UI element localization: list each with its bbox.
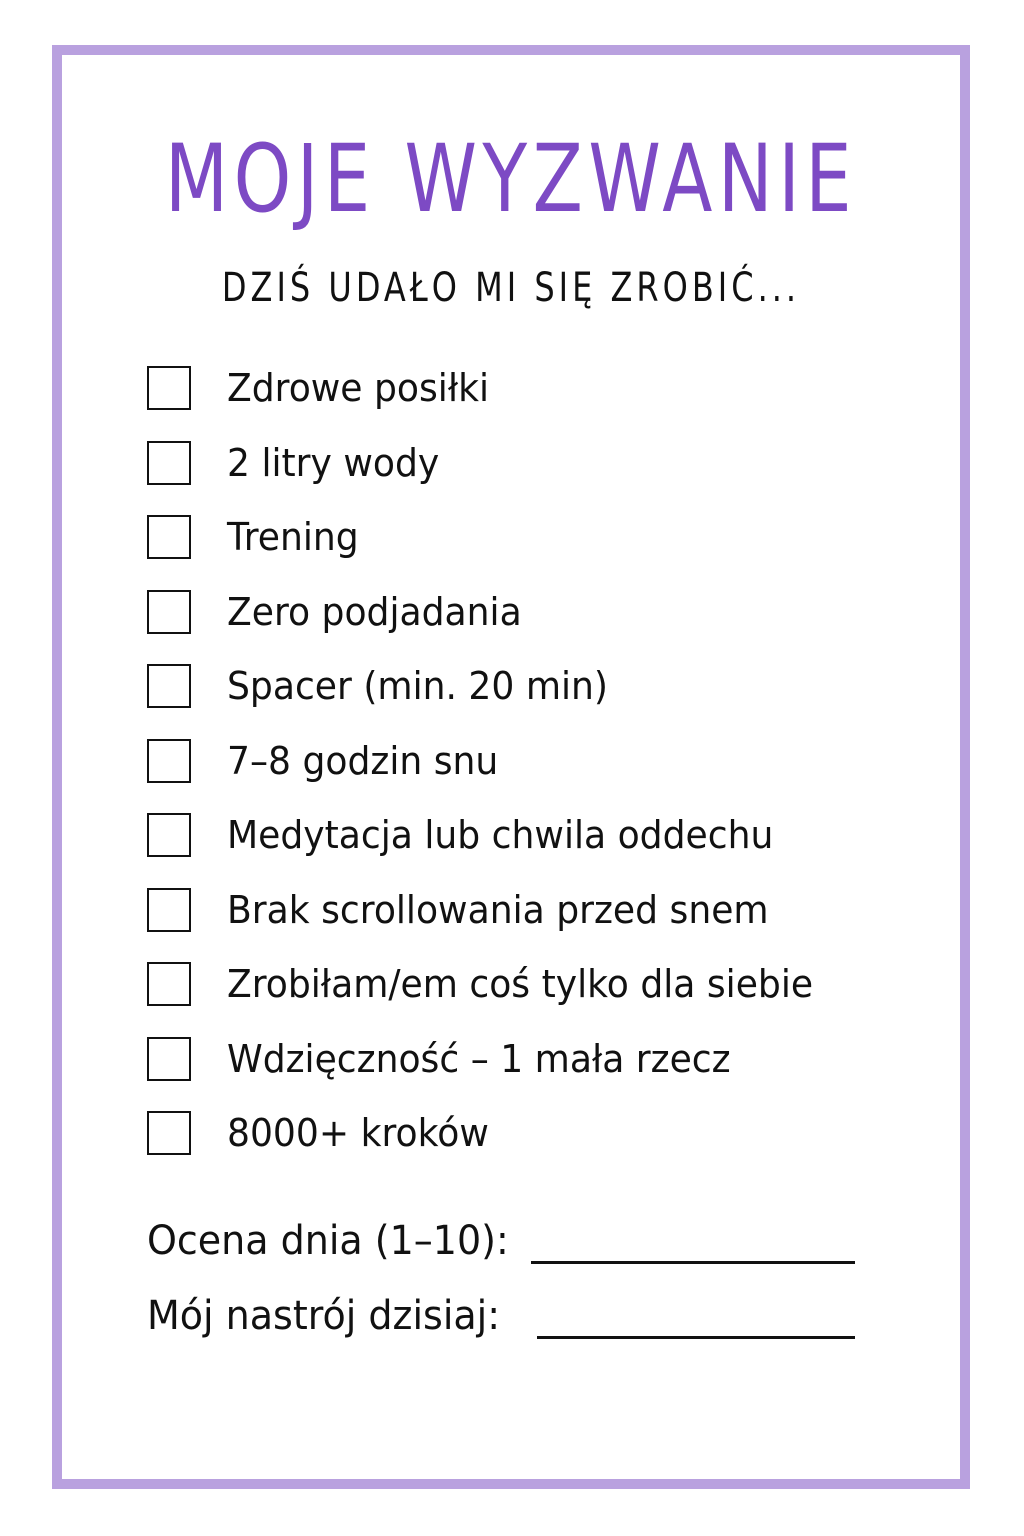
checklist-item-label: 2 litry wody [227,440,440,485]
checkbox[interactable] [147,590,191,634]
checklist-item-label: 8000+ kroków [227,1111,489,1156]
day-rating-field [147,1217,528,1265]
checklist-item-label: Zdrowe posiłki [227,366,490,411]
checklist-item-no-snacking [147,575,844,650]
checklist-item-steps [147,1096,844,1171]
checkbox[interactable] [147,664,191,708]
checkbox[interactable] [147,366,191,410]
checklist-item-walk [147,649,844,724]
mood-label: Mój nastrój dzisiaj: [147,1293,501,1339]
checklist-item-self-care [147,947,844,1022]
checklist-item-healthy-meals [147,351,844,426]
checkbox[interactable] [147,515,191,559]
checkbox[interactable] [147,739,191,783]
checkbox[interactable] [147,441,191,485]
checkbox[interactable] [147,888,191,932]
checklist-item-label: Spacer (min. 20 min) [227,664,609,709]
checklist-item-label: Trening [227,515,359,560]
checkbox[interactable] [147,962,191,1006]
mood-field [147,1292,519,1340]
checklist-item-label: Medytacja lub chwila oddechu [227,813,774,858]
checklist-item-no-scrolling [147,873,844,948]
checkbox[interactable] [147,813,191,857]
challenge-card [52,45,970,1489]
checklist-item-gratitude [147,1022,844,1097]
checklist-item-sleep [147,724,844,799]
checkbox[interactable] [147,1111,191,1155]
page-subtitle: DZIŚ UDAŁO MI SIĘ ZROBIĆ... [221,265,801,311]
day-rating-line[interactable] [531,1261,855,1264]
checklist-item-label: 7–8 godzin snu [227,738,499,783]
checklist-item-water [147,426,844,501]
checklist-item-label: Brak scrollowania przed snem [227,887,769,932]
checklist-item-label: Zrobiłam/em coś tylko dla siebie [227,962,814,1007]
checklist [147,351,844,1171]
checklist-item-training [147,500,844,575]
checkbox[interactable] [147,1037,191,1081]
checklist-item-label: Zero podjadania [227,589,522,634]
checklist-item-label: Wdzięczność – 1 mała rzecz [227,1036,731,1081]
day-rating-label: Ocena dnia (1–10): [147,1218,509,1264]
checklist-item-meditation [147,798,844,873]
page-title: MOJE WYZWANIE [164,125,858,234]
mood-line[interactable] [537,1336,855,1339]
